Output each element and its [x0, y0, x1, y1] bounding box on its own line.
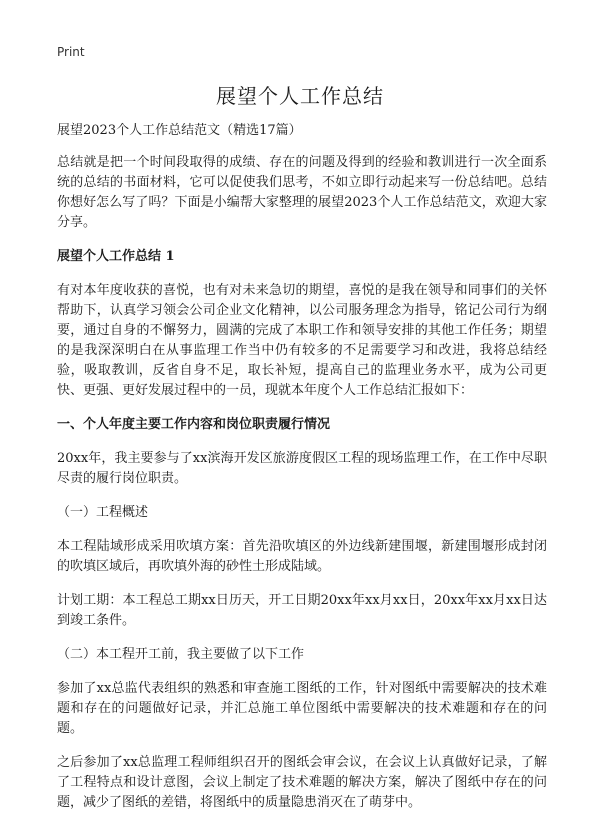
subheading-preparation: （二）本工程开工前，我主要做了以下工作 [57, 647, 305, 662]
drawings-paragraph: 参加了xx总监代表组织的熟悉和审查施工图纸的工作，针对图纸中需要解决的技术难题和存在的问题做好记录，并汇总施工单位图纸中需要解决的技术难题和存在的问题。 [57, 681, 547, 736]
section-paragraph: 有对本年度收获的喜悦，也有对未来急切的期望，喜悦的是我在领导和同事们的关怀帮助下，认真学习领会公司企业文化精神，以公司服务理念为指导，铭记公司行为纲要，通过自身的不懈努力，圆满的完成了本职工作和领导安排的其他工作任务；期望的是我深深明白在从事监理工作当中仍有较多的不足需要学习和改进，我将总结经验，吸取教训，反省自身不足，取长补短，提高自己的监理业务水平，成为公司更快、更强、更好发展过程中的一员，现就本年度个人工作总结汇报如下： [57, 283, 547, 398]
schedule-paragraph: 计划工期：本工程总工期xx日历天，开工日期20xx年xx月xx日，20xx年xx月xx日达到竣工条件。 [57, 593, 547, 628]
document-subtitle: 展望2023个人工作总结范文（精选17篇） [57, 123, 302, 138]
intro-paragraph: 总结就是把一个时间段取得的成绩、存在的问题及得到的经验和教训进行一次全面系统的总结的书面材料，它可以促使我们思考，不如立即行动起来写一份总结吧。总结你想好怎么写了吗？下面是小编帮大家整理的展望2023个人工作总结范文，欢迎大家分享。 [57, 155, 547, 230]
meeting-paragraph: 之后参加了xx总监理工程师组织召开的图纸会审会议，在会议上认真做好记录，了解了工程特点和设计意图，会议上制定了技术难题的解决方案，解决了图纸中存在的问题，减少了图纸的差错，将图纸中的质量隐患消灭在了萌芽中。 [57, 755, 547, 810]
part-heading: 一、个人年度主要工作内容和岗位职责履行情况 [57, 417, 331, 432]
year-paragraph: 20xx年，我主要参与了xx滨海开发区旅游度假区工程的现场监理工作，在工作中尽职尽责的履行岗位职责。 [57, 451, 547, 486]
print-label[interactable]: Print [57, 45, 85, 59]
page-title: 展望个人工作总结 [216, 84, 384, 108]
overview-paragraph: 本工程陆域形成采用吹填方案：首先沿吹填区的外边线新建围堰，新建围堰形成封闭的吹填区域后，再吹填外海的砂性土形成陆域。 [57, 539, 547, 574]
document-body [57, 121, 547, 827]
section-heading: 展望个人工作总结 1 [57, 249, 175, 264]
subheading-overview: （一）工程概述 [57, 505, 149, 520]
